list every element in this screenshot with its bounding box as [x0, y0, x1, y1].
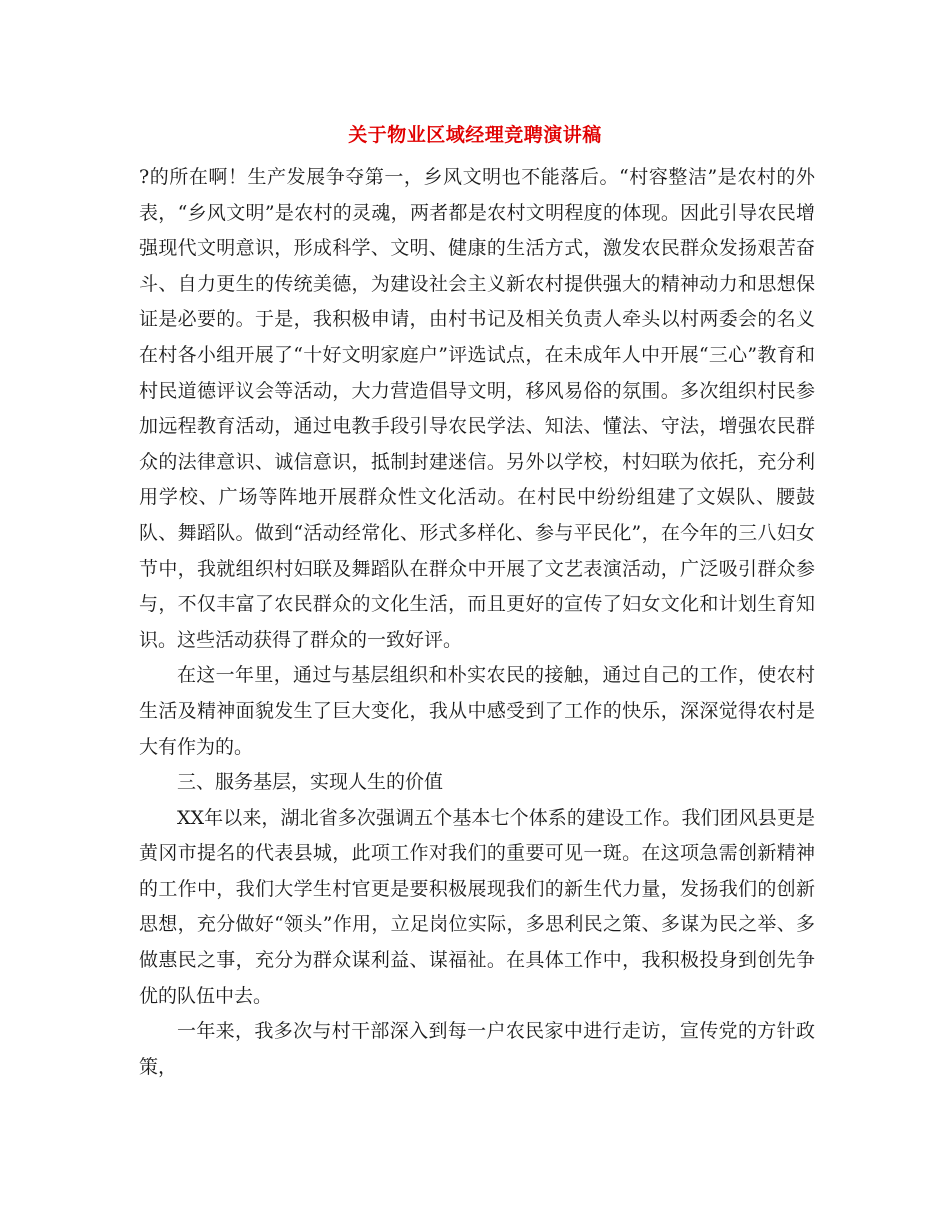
paragraph: 一年来，我多次与村干部深入到每一户农民家中进行走访，宣传党的方针政策， — [139, 1020, 815, 1078]
paragraph: 在这一年里，通过与基层组织和朴实农民的接触，通过自己的工作，使农村生活及精神面貌发生了巨大变化，我从中感受到了工作的快乐，深深觉得农村是大有作为的。 — [139, 664, 815, 758]
paragraph: ?的所在啊！生产发展争夺第一，乡风文明也不能落后。“村容整洁”是农村的外表，“乡风文明”是农村的灵魂，两者都是农村文明程度的体现。因此引导农民增强现代文明意识，形成科学、文明、健康的生活方式，激发农民群众发扬艰苦奋斗、自力更生的传统美德，为建设社会主义新农村提供强大的精神动力和思想保证是必要的。于是，我积极申请，由村书记及相关负责人牵头以村两委会的名义在村各小组开展了“十好文明家庭户”评选试点，在未成年人中开展“三心”教育和村民道德评议会等活动，大力营造倡导文明，移风易俗的氛围。多次组织村民参加远程教育活动，通过电教手段引导农民学法、知法、懂法、守法，增强农民群众的法律意识、诚信意识，抵制封建迷信。另外以学校，村妇联为依托，充分利用学校、广场等阵地开展群众性文化活动。在村民中纷纷组建了文娱队、腰鼓队、舞蹈队。做到“活动经常化、形式多样化、参与平民化”，在今年的三八妇女节中，我就组织村妇联及舞蹈队在群众中开展了文艺表演活动，广泛吸引群众参与，不仅丰富了农民群众的文化生活，而且更好的宣传了妇女文化和计划生育知识。这些活动获得了群众的一致好评。 — [139, 166, 815, 651]
document-body — [139, 160, 815, 1085]
paragraph: XX年以来，湖北省多次强调五个基本七个体系的建设工作。我们团风县更是黄冈市提名的代表县城，此项工作对我们的重要可见一斑。在这项急需创新精神的工作中，我们大学生村官更是要积极展现我们的新生代力量，发扬我们的创新思想，充分做好“领头”作用，立足岗位实际，多思利民之策、多谋为民之举、多做惠民之事，充分为群众谋利益、谋福祉。在具体工作中，我积极投身到创先争优的队伍中去。 — [139, 806, 815, 1007]
section-heading: 三、服务基层，实现人生的价值 — [177, 771, 444, 794]
document-title: 关于物业区域经理竞聘演讲稿 — [348, 124, 602, 146]
